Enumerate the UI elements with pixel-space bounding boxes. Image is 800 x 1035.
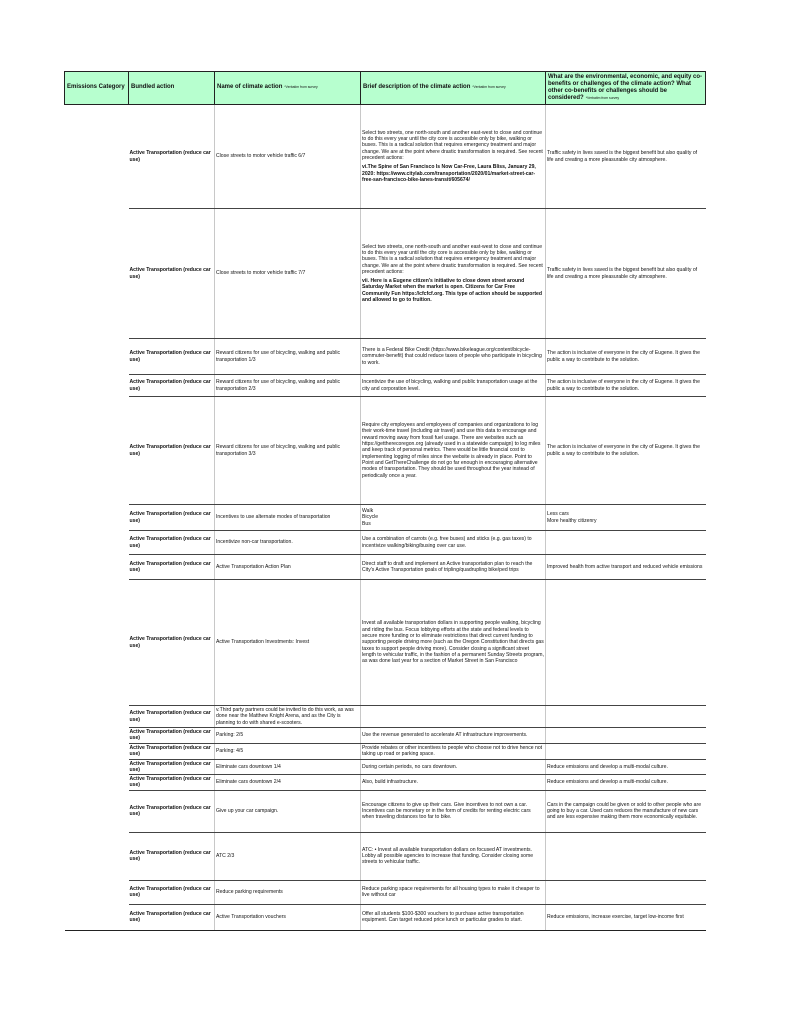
table-row <box>65 880 706 904</box>
cobenefits-cell: Improved health from active transport and reduced vehicle emissions <box>546 555 706 580</box>
description-paragraph: Direct staff to draft and implement an Active transportation plan to reach the City's Active Transportation goals of tripling/quadrupling bike/ped trips <box>362 560 533 573</box>
description-cell <box>361 375 546 397</box>
description-paragraph: Provide rebates or other incentives to people who choose not to drive hence not taking up road or parking space. <box>362 744 543 758</box>
description-paragraph: Reduce parking space requirements for all housing types to make it cheaper to live without car <box>362 885 540 899</box>
description-paragraph: Bus <box>362 520 371 527</box>
climate-action-name-cell: Give up your car campaign. <box>215 790 361 832</box>
bundled-action-cell: Active Transportation (reduce car use) <box>129 759 215 775</box>
emissions-category-cell <box>65 904 129 930</box>
header-cobenefits: What are the environmental, economic, and equity co-benefits or challenges of the climate action? What other co-benefits or challenges should be considered? *Verbatim from survey <box>546 72 706 105</box>
description-cell <box>361 880 546 904</box>
emissions-category-cell <box>65 531 129 555</box>
emissions-category-cell <box>65 105 129 209</box>
bundled-action-cell: Active Transportation (reduce car use) <box>129 790 215 832</box>
description-cell <box>361 706 546 728</box>
emissions-category-cell <box>65 505 129 531</box>
description-cell <box>361 339 546 375</box>
emissions-category-cell <box>65 832 129 880</box>
table-row <box>65 790 706 832</box>
bundled-action-cell: Active Transportation (reduce car use) <box>129 375 215 397</box>
header-name-note: *Verbatim from survey <box>284 85 318 90</box>
cobenefits-cell <box>546 580 706 706</box>
bundled-action-cell: Active Transportation (reduce car use) <box>129 880 215 904</box>
description-cell <box>361 105 546 209</box>
description-paragraph: Walk <box>362 508 374 515</box>
cobenefits-cell: Traffic safety in lives saved is the biggest benefit but also quality of life and creating a more pleasurable city atmosphere. <box>546 209 706 339</box>
description-paragraph: Also, build infrastructure. <box>362 779 419 786</box>
description-paragraph: During certain periods, no cars downtown. <box>362 763 458 770</box>
description-cell <box>361 743 546 759</box>
table-row <box>65 706 706 728</box>
description-paragraph: Bicycle <box>362 514 379 521</box>
climate-action-name-cell: Reward citizens for use of bicycling, walking and public transportation 1/3 <box>215 339 361 375</box>
table-row <box>65 339 706 375</box>
cobenefits-cell: Cars in the campaign could be given or sold to other people who are going to buy a car. Used cars reduces the manufacture of new cars and are less expensive making them more economically equitable. <box>546 790 706 832</box>
bundled-action-cell: Active Transportation (reduce car use) <box>129 397 215 505</box>
bundled-action-cell: Active Transportation (reduce car use) <box>129 728 215 744</box>
description-paragraph: Select two streets, one north-south and another east-west to close and continue to do this every year until the city core is accessible only by bike, walking or buses. This is a radical solution that requires emergency treatment and major change. We are at the point where drastic transformation is required. See recent precedent actions: <box>362 243 543 275</box>
table-row <box>65 759 706 775</box>
cobenefits-cell <box>546 706 706 728</box>
climate-action-name-cell: Eliminate cars downtown 1/4 <box>215 759 361 775</box>
table-row <box>65 105 706 209</box>
description-cell <box>361 555 546 580</box>
description-paragraph: Incentivize the use of bicycling, walking and public transportation usage at the city and corporation level. <box>362 379 538 392</box>
climate-action-name-cell: Active Transportation vouchers <box>215 904 361 930</box>
climate-action-name-cell: Close streets to motor vehicle traffic 7/7 <box>215 209 361 339</box>
description-cell <box>361 790 546 832</box>
table-row <box>65 555 706 580</box>
description-cell <box>361 505 546 531</box>
climate-action-name-cell: Active Transportation Investments: Invest <box>215 580 361 706</box>
emissions-category-cell <box>65 397 129 505</box>
climate-actions-table <box>64 71 706 931</box>
emissions-category-cell <box>65 743 129 759</box>
bundled-action-cell: Active Transportation (reduce car use) <box>129 555 215 580</box>
bundled-action-cell: Active Transportation (reduce car use) <box>129 209 215 339</box>
cobenefits-cell: Less cars More healthy citizenry <box>546 505 706 531</box>
header-desc-note: *Verbatim from survey <box>472 85 506 90</box>
climate-action-name-cell: Incentivize non-car transportation. <box>215 531 361 555</box>
description-paragraph: Encourage citizens to give up their cars. Give incentives to not own a car. Incentives can be monetary or in the form of credits for renting electric cars when traveling distances too far to bike. <box>362 801 531 821</box>
cobenefits-cell <box>546 728 706 744</box>
table-row <box>65 397 706 505</box>
climate-action-name-cell: Parking: 2/5 <box>215 728 361 744</box>
cobenefits-cell <box>546 880 706 904</box>
cobenefits-cell: Reduce emissions and develop a multi-modal culture. <box>546 775 706 791</box>
description-paragraph: ATC: • Invest all available transportation dollars on focused AT investments. Lobby all possible agencies to increase that funding. Consider closing some streets to vehicular traffic. <box>362 846 534 866</box>
cobenefits-cell: The action is inclusive of everyone in the city of Eugene. It gives the public a way to contribute to the solution. <box>546 397 706 505</box>
climate-action-name-cell: Parking: 4/5 <box>215 743 361 759</box>
description-cell <box>361 832 546 880</box>
climate-action-name-cell: Reward citizens for use of bicycling, walking and public transportation 3/3 <box>215 397 361 505</box>
climate-action-name-cell: v.Third party partners could be invited to do this work, as was done near the Matthew Knight Arena, and as the City is planning to do with shared e-scooters. <box>215 706 361 728</box>
description-cell <box>361 775 546 791</box>
description-paragraph: Use the revenue generated to accelerate AT infrastructure improvements. <box>362 732 528 739</box>
bundled-action-cell: Active Transportation (reduce car use) <box>129 706 215 728</box>
description-cell <box>361 209 546 339</box>
description-cell <box>361 904 546 930</box>
description-paragraph: Use a combination of carrots (e.g. free buses) and sticks (e.g. gas taxes) to incentivize walking/biking/busing over car use. <box>362 536 532 549</box>
emissions-category-cell <box>65 375 129 397</box>
bundled-action-cell: Active Transportation (reduce car use) <box>129 775 215 791</box>
description-cell <box>361 728 546 744</box>
cobenefits-cell: Reduce emissions and develop a multi-modal culture. <box>546 759 706 775</box>
description-cell <box>361 531 546 555</box>
bundled-action-cell: Active Transportation (reduce car use) <box>129 531 215 555</box>
table-row <box>65 904 706 930</box>
table-row <box>65 580 706 706</box>
climate-action-name-cell: Reward citizens for use of bicycling, walking and public transportation 2/3 <box>215 375 361 397</box>
table-row <box>65 775 706 791</box>
header-description: Brief description of the climate action *Verbatim from survey <box>361 72 546 105</box>
header-emissions-category: Emissions Category <box>65 72 129 105</box>
header-cobenefits-note: *Verbatim from survey <box>585 96 620 101</box>
emissions-category-cell <box>65 339 129 375</box>
description-paragraph: There is a Federal Bike Credit (https://www.bikeleague.org/content/bicycle-commuter-benefit) that could reduce taxes of people who participate in bicycling to work. <box>362 347 542 366</box>
description-paragraph: vi.The Spine of San Francisco Is Now Car-Free, Laura Bliss, January 29, 2020: https://www.citylab.com/transportation/2020/01/market-street-car-free-san-francisco-bike-lanes-transit/605674/ <box>362 164 536 183</box>
description-paragraph: Require city employees and employees of companies and organizations to log their work-time travel (including air travel) and use this data to encourage and reward moving away from fossil fuel usage. There are websites such as https://gettherecoregon.org (already used in a statewide campaign) to log miles and keep track of personal metrics. There would be little financial cost to implementing logging of miles since the website is already in place. Point to Point and GetThereChallenge do not go far enough in encouraging alternative modes of transportation. They should be used throughout the year instead of periodically once a year. <box>362 422 541 479</box>
emissions-category-cell <box>65 790 129 832</box>
cobenefits-cell: Traffic safety in lives saved is the biggest benefit but also quality of life and creating a more pleasurable city atmosphere. <box>546 105 706 209</box>
emissions-category-cell <box>65 706 129 728</box>
cobenefits-cell: The action is inclusive of everyone in the city of Eugene. It gives the public a way to contribute to the solution. <box>546 375 706 397</box>
description-paragraph: vii. Here is a Eugene citizen's initiative to close down street around Saturday Market when the market is open. Citizens for Car Free Community Fun https://cfcfcf.org. This type of action should be supported and allowed to go to fruition. <box>362 278 542 304</box>
table-row <box>65 728 706 744</box>
emissions-category-cell <box>65 728 129 744</box>
description-paragraph: Offer all students $100-$300 vouchers to purchase active transportation equipment. Can target reduced price lunch or particular grades to start. <box>362 910 524 924</box>
climate-action-name-cell: Eliminate cars downtown 2/4 <box>215 775 361 791</box>
description-cell <box>361 759 546 775</box>
climate-action-name-cell: ATC 2/3 <box>215 832 361 880</box>
description-cell <box>361 580 546 706</box>
table-row <box>65 505 706 531</box>
climate-action-name-cell: Close streets to motor vehicle traffic 6/7 <box>215 105 361 209</box>
cobenefits-cell: Reduce emissions, increase exercise, target low-income first <box>546 904 706 930</box>
description-paragraph: Select two streets, one north-south and another east-west to close and continue to do this every year until the city core is accessible only by bike, walking or buses. This is a radical solution that requires emergency treatment and major change. We are at the point where drastic transformation is required. See recent precedent actions: <box>362 129 543 161</box>
climate-action-name-cell: Active Transportation Action Plan <box>215 555 361 580</box>
emissions-category-cell <box>65 555 129 580</box>
bundled-action-cell: Active Transportation (reduce car use) <box>129 743 215 759</box>
climate-action-name-cell: Reduce parking requirements <box>215 880 361 904</box>
bundled-action-cell: Active Transportation (reduce car use) <box>129 832 215 880</box>
cobenefits-cell <box>546 531 706 555</box>
emissions-category-cell <box>65 880 129 904</box>
table-row <box>65 832 706 880</box>
emissions-category-cell <box>65 209 129 339</box>
cobenefits-cell: The action is inclusive of everyone in the city of Eugene. It gives the public a way to contribute to the solution. <box>546 339 706 375</box>
header-row <box>65 72 706 105</box>
header-climate-action-name: Name of climate action *Verbatim from survey <box>215 72 361 105</box>
description-cell <box>361 397 546 505</box>
bundled-action-cell: Active Transportation (reduce car use) <box>129 339 215 375</box>
table-row <box>65 743 706 759</box>
emissions-category-cell <box>65 759 129 775</box>
header-bundled-action: Bundled action <box>129 72 215 105</box>
bundled-action-cell: Active Transportation (reduce car use) <box>129 580 215 706</box>
cobenefits-cell <box>546 743 706 759</box>
bundled-action-cell: Active Transportation (reduce car use) <box>129 904 215 930</box>
bundled-action-cell: Active Transportation (reduce car use) <box>129 505 215 531</box>
bundled-action-cell: Active Transportation (reduce car use) <box>129 105 215 209</box>
description-paragraph: Invest all available transportation dollars in supporting people walking, bicycling and riding the bus. Focus lobbying efforts at the state and federal levels to secure more funding or to eliminate restrictions that direct current funding to supporting people driving more (such as the Oregon Constitution that directs gas taxes to support people driving more). Consider closing a significant street length to vehicular traffic, in the fashion of a permanent Sunday Streets program, as was done last year for a section of Market Street in San Francisco <box>362 620 544 665</box>
table-row <box>65 375 706 397</box>
table-row <box>65 531 706 555</box>
table-row <box>65 209 706 339</box>
emissions-category-cell <box>65 580 129 706</box>
climate-action-name-cell: Incentives to use alternate modes of transportation <box>215 505 361 531</box>
cobenefits-cell <box>546 832 706 880</box>
emissions-category-cell <box>65 775 129 791</box>
